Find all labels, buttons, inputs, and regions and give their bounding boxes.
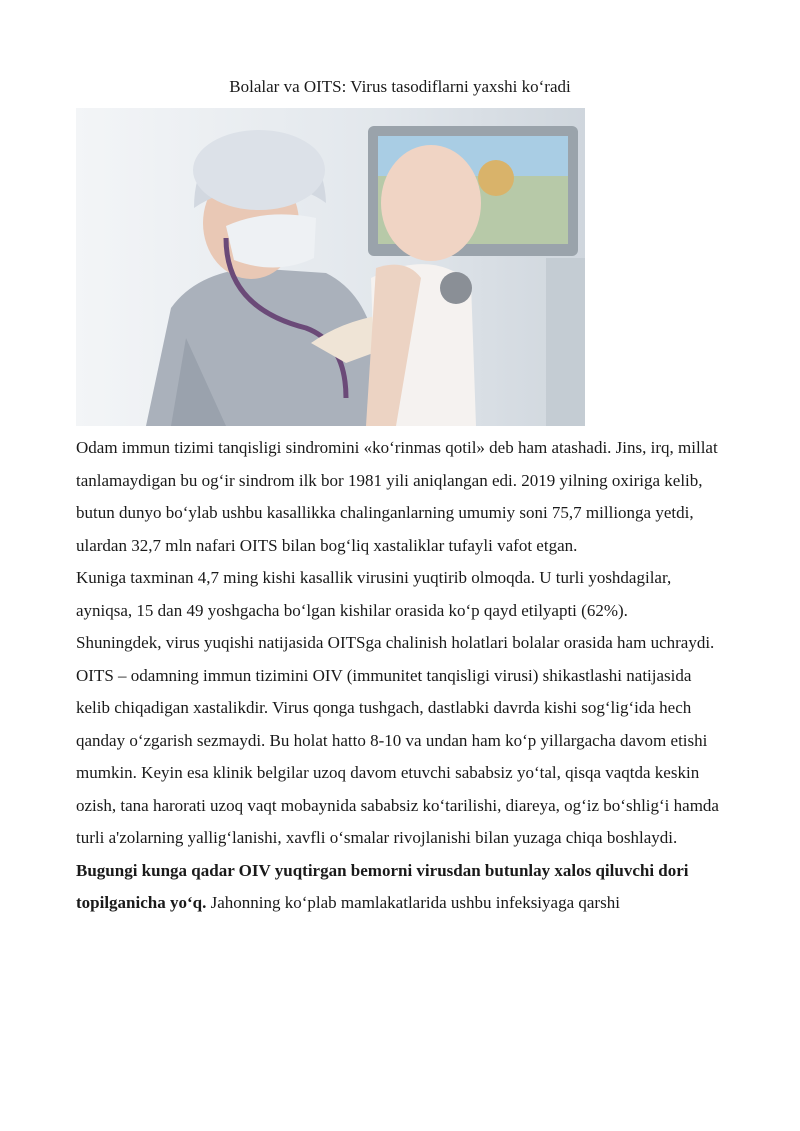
paragraph-4: OITS – odamning immun tizimini OIV (immunitet tanqisligi virusi) shikastlashi natijasida kelib chiqadigan xastalikdir. Virus qonga tushgach, dastlabki davrda kishi sogʻligʻida hech qanday oʻzgarish sezmaydi. Bu holat hatto 8-10 va undan ham koʻp yillargacha davom etishi mumkin. Keyin esa klinik belgilar uzoq davom etuvchi sababsiz yoʻtal, qisqa vaqtda keskin ozish, tana harorati uzoq vaqt mobaynida sababsiz koʻtarilishi, diareya, ogʻiz boʻshligʻi hamda turli a'zolarning yalligʻlanishi, xavfli oʻsmalar rivojlanishi bilan yuzaga chiqa boshlaydi.	[76, 665, 719, 847]
article-body	[76, 432, 726, 920]
document-title: Bolalar va OITS: Virus tasodiflarni yaxshi koʻradi	[229, 77, 571, 96]
paragraph-2: Kuniga taxminan 4,7 ming kishi kasallik virusini yuqtirib olmoqda. U turli yoshdagilar, ayniqsa, 15 dan 49 yoshgacha boʻlgan kishilar orasida koʻp qayd etilyapti (62%).	[76, 568, 672, 620]
bold-lead-sentence: Bugungi kunga qadar OIV yuqtirgan bemorni virusdan butunlay xalos qiluvchi dori topilganicha yoʻq.	[76, 860, 689, 912]
paragraph-1: Odam immun tizimi tanqisligi sindromini «koʻrinmas qotil» deb ham atashadi. Jins, irq, millat tanlamaydigan bu ogʻir sindrom ilk bor 1981 yili aniqlangan edi. 2019 yilning oxiriga kelib, butun dunyo boʻylab ushbu kasallikka chalinganlarning umumiy soni 75,7 millionga yetdi, ulardan 32,7 mln nafari OITS bilan bogʻliq xastaliklar tufayli vafot etgan.	[76, 438, 718, 555]
paragraph-5	[76, 855, 726, 920]
paragraph-5-text: Jahonning koʻplab mamlakatlarida ushbu infeksiyaga qarshi	[206, 893, 620, 912]
paragraph-3: Shuningdek, virus yuqishi natijasida OITSga chalinish holatlari bolalar orasida ham uchraydi.	[76, 633, 715, 652]
photo-doctor-and-child	[76, 108, 585, 426]
